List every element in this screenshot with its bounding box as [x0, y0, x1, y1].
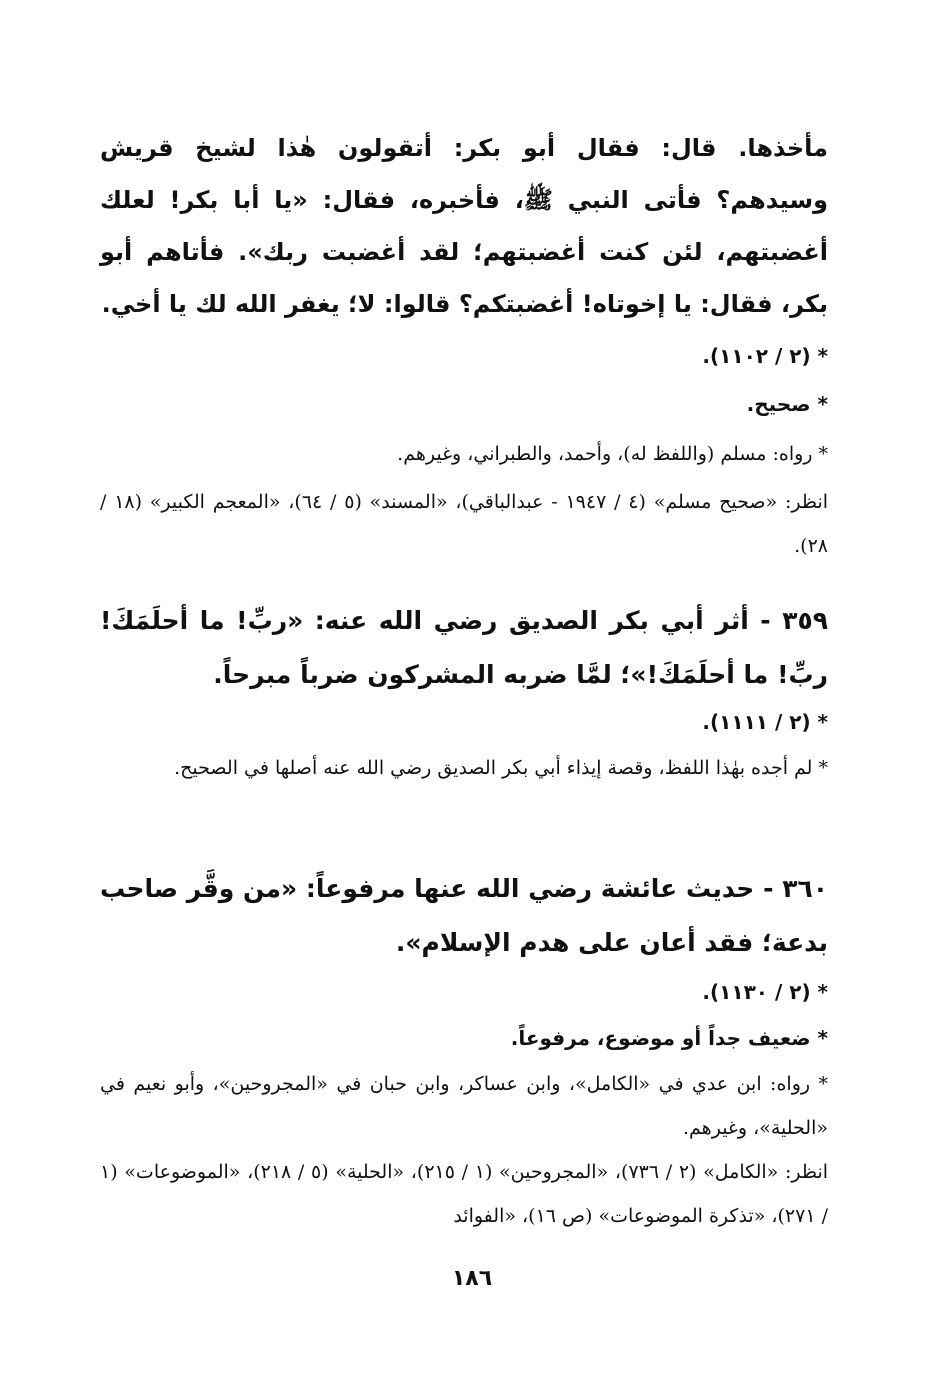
- entry-360-heading: ٣٦٠ - حديث عائشة رضي الله عنها مرفوعاً: «من وقَّر صاحب بدعة؛ فقد أعان على هدم الإسلام».: [100, 874, 828, 957]
- entry-359-reference: * (٢ / ١١١١).: [702, 710, 828, 734]
- entry-359-heading: ٣٥٩ - أثر أبي بكر الصديق رضي الله عنه: «ربِّ! ما أحلَمَكَ! ربِّ! ما أحلَمَكَ!»؛ لمَّا ضربه المشركون ضرباً مبرحاً.: [100, 606, 828, 689]
- entry-359-note: * لم أجده بهٰذا اللفظ، وقصة إيذاء أبي بكر الصديق رضي الله عنه أصلها في الصحيح.: [174, 757, 828, 779]
- entry-358-sources: انظر: «صحيح مسلم» (٤ / ١٩٤٧ - عبدالباقي)، «المسند» (٥ / ٦٤)، «المعجم الكبير» (١٨ / ٢٨).: [100, 491, 829, 557]
- entry-358-narrators: * رواه: مسلم (واللفظ له)، وأحمد، والطبراني، وغيرهم.: [397, 443, 828, 465]
- intro-paragraph: مأخذها. قال: فقال أبو بكر: أتقولون هٰذا لشيخ قريش وسيدهم؟ فأتى النبي ﷺ، فأخبره، فقال: «يا أبا بكر! لعلك أغضبتهم، لئن كنت أغضبتهم؛ لقد أغضبت ربك». فأتاهم أبو بكر، فقال: يا إخوتاه! أغضبتكم؟ قالوا: لا؛ يغفر الله لك يا أخي.: [100, 134, 828, 318]
- entry-360-reference: * (٢ / ١١٣٠).: [702, 980, 828, 1004]
- entry-358-reference: * (٢ / ١١٠٢).: [702, 344, 828, 368]
- entry-360-sources: انظر: «الكامل» (٢ / ٧٣٦)، «المجروحين» (١ / ٢١٥)، «الحلية» (٥ / ٢١٨)، «الموضوعات» (١ / ٢٧١)، «تذكرة الموضوعات» (ص ١٦)، «الفوائد: [100, 1161, 829, 1227]
- page-number: ١٨٦: [451, 1266, 493, 1291]
- entry-360-grade: * ضعيف جداً أو موضوع، مرفوعاً.: [510, 1026, 828, 1050]
- entry-360-narrators: * رواه: ابن عدي في «الكامل»، وابن عساكر، وابن حبان في «المجروحين»، وأبو نعيم في «الحلية»، وغيرهم.: [100, 1073, 828, 1139]
- entry-358-grade: * صحيح.: [746, 392, 828, 416]
